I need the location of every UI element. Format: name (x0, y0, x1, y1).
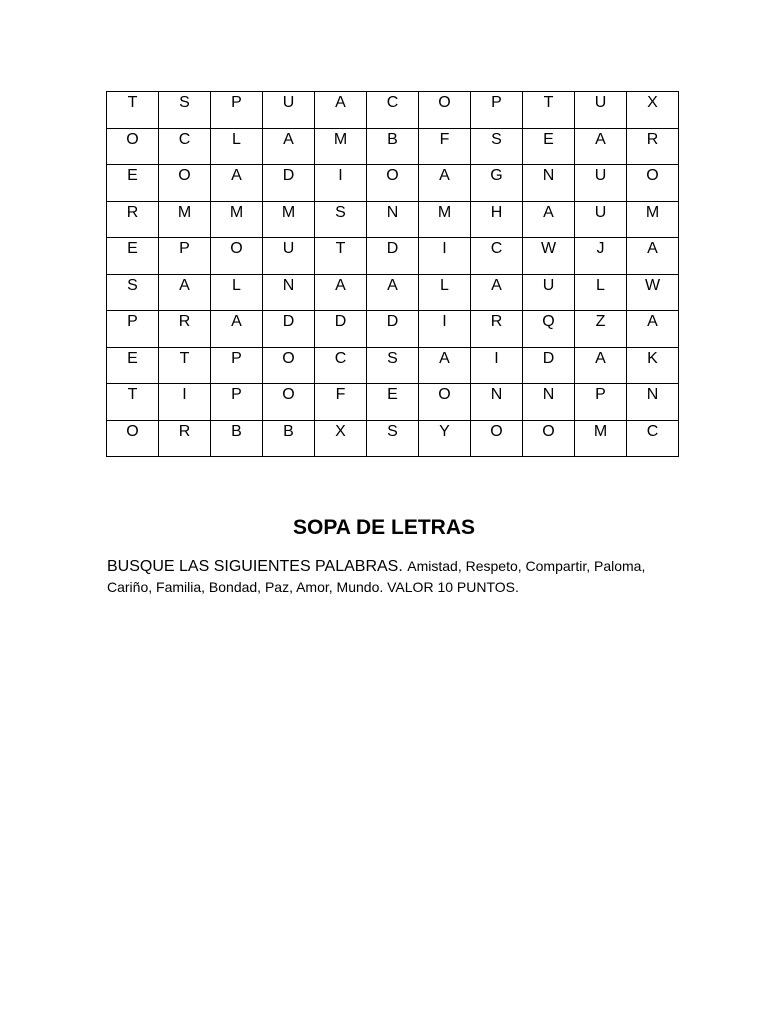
grid-cell: U (575, 165, 627, 202)
grid-cell: M (159, 201, 211, 238)
grid-cell: T (107, 92, 159, 129)
instructions-paragraph (107, 556, 667, 598)
grid-cell: L (419, 274, 471, 311)
grid-cell: S (159, 92, 211, 129)
grid-cell: H (471, 201, 523, 238)
grid-cell: P (107, 311, 159, 348)
grid-cell: B (263, 420, 315, 457)
grid-row (107, 165, 679, 202)
grid-cell: Z (575, 311, 627, 348)
grid-cell: T (107, 384, 159, 421)
grid-cell: M (575, 420, 627, 457)
grid-cell: C (315, 347, 367, 384)
grid-cell: R (471, 311, 523, 348)
grid-cell: T (159, 347, 211, 384)
grid-row (107, 238, 679, 275)
grid-cell: M (627, 201, 679, 238)
grid-cell: E (107, 347, 159, 384)
grid-cell: A (419, 347, 471, 384)
grid-cell: X (627, 92, 679, 129)
grid-cell: J (575, 238, 627, 275)
grid-cell: A (627, 311, 679, 348)
grid-cell: T (315, 238, 367, 275)
grid-cell: O (523, 420, 575, 457)
grid-cell: O (211, 238, 263, 275)
grid-cell: Q (523, 311, 575, 348)
grid-cell: E (107, 238, 159, 275)
grid-cell: D (367, 311, 419, 348)
grid-cell: O (419, 92, 471, 129)
grid-cell: W (523, 238, 575, 275)
grid-cell: M (263, 201, 315, 238)
grid-cell: U (575, 201, 627, 238)
grid-cell: K (627, 347, 679, 384)
grid-cell: D (263, 165, 315, 202)
grid-cell: A (315, 274, 367, 311)
grid-cell: S (471, 128, 523, 165)
grid-cell: O (263, 384, 315, 421)
grid-cell: M (419, 201, 471, 238)
grid-cell: O (419, 384, 471, 421)
grid-cell: U (523, 274, 575, 311)
grid-cell: O (367, 165, 419, 202)
grid-cell: O (263, 347, 315, 384)
page-title: SOPA DE LETRAS (292, 516, 476, 539)
grid-cell: F (315, 384, 367, 421)
grid-row (107, 384, 679, 421)
grid-cell: N (471, 384, 523, 421)
grid-cell: D (263, 311, 315, 348)
grid-cell: S (367, 420, 419, 457)
grid-cell: E (367, 384, 419, 421)
grid-row (107, 311, 679, 348)
grid-cell: R (107, 201, 159, 238)
grid-cell: A (263, 128, 315, 165)
grid-cell: P (159, 238, 211, 275)
grid-cell: R (627, 128, 679, 165)
grid-cell: S (367, 347, 419, 384)
grid-cell: U (263, 238, 315, 275)
grid-cell: T (523, 92, 575, 129)
grid-cell: O (107, 420, 159, 457)
instructions-lead: BUSQUE LAS SIGUIENTES PALABRAS. (107, 558, 403, 575)
grid-cell: I (159, 384, 211, 421)
word-search-grid (106, 91, 679, 457)
instructions-word-list: Amistad, Respeto, Compartir, Paloma, Cariño, Familia, Bondad, Paz, Amor, Mundo. VALOR 10 PUNTOS. (107, 558, 646, 595)
grid-cell: I (315, 165, 367, 202)
grid-cell: F (419, 128, 471, 165)
grid-cell: C (159, 128, 211, 165)
grid-cell: O (471, 420, 523, 457)
grid-cell: A (575, 347, 627, 384)
grid-cell: O (107, 128, 159, 165)
grid-row (107, 92, 679, 129)
grid-cell: R (159, 311, 211, 348)
grid-cell: O (627, 165, 679, 202)
grid-cell: D (315, 311, 367, 348)
grid-cell: N (523, 165, 575, 202)
grid-row (107, 347, 679, 384)
grid-cell: E (523, 128, 575, 165)
grid-cell: N (627, 384, 679, 421)
grid-cell: Y (419, 420, 471, 457)
grid-cell: L (211, 274, 263, 311)
grid-cell: W (627, 274, 679, 311)
grid-cell: I (419, 238, 471, 275)
grid-cell: A (471, 274, 523, 311)
grid-cell: P (211, 347, 263, 384)
grid-cell: A (627, 238, 679, 275)
grid-row (107, 201, 679, 238)
grid-cell: A (523, 201, 575, 238)
grid-cell: M (211, 201, 263, 238)
grid-cell: U (575, 92, 627, 129)
grid-cell: X (315, 420, 367, 457)
grid-cell: L (575, 274, 627, 311)
grid-cell: P (471, 92, 523, 129)
grid-cell: O (159, 165, 211, 202)
grid-row (107, 420, 679, 457)
grid-cell: L (211, 128, 263, 165)
grid-row (107, 274, 679, 311)
grid-cell: A (419, 165, 471, 202)
grid-cell: E (107, 165, 159, 202)
word-search-grid-body (107, 92, 679, 457)
grid-cell: A (211, 311, 263, 348)
grid-cell: B (367, 128, 419, 165)
grid-cell: N (523, 384, 575, 421)
grid-cell: C (367, 92, 419, 129)
grid-cell: G (471, 165, 523, 202)
grid-cell: A (211, 165, 263, 202)
grid-row (107, 128, 679, 165)
grid-cell: M (315, 128, 367, 165)
grid-cell: U (263, 92, 315, 129)
grid-cell: S (315, 201, 367, 238)
grid-cell: A (575, 128, 627, 165)
grid-cell: B (211, 420, 263, 457)
grid-cell: P (211, 384, 263, 421)
grid-cell: A (367, 274, 419, 311)
grid-cell: R (159, 420, 211, 457)
grid-cell: S (107, 274, 159, 311)
grid-cell: C (627, 420, 679, 457)
grid-cell: A (159, 274, 211, 311)
grid-cell: N (367, 201, 419, 238)
grid-cell: D (367, 238, 419, 275)
grid-cell: A (315, 92, 367, 129)
grid-cell: C (471, 238, 523, 275)
grid-cell: N (263, 274, 315, 311)
grid-cell: I (471, 347, 523, 384)
grid-cell: P (211, 92, 263, 129)
grid-cell: P (575, 384, 627, 421)
grid-cell: D (523, 347, 575, 384)
grid-cell: I (419, 311, 471, 348)
